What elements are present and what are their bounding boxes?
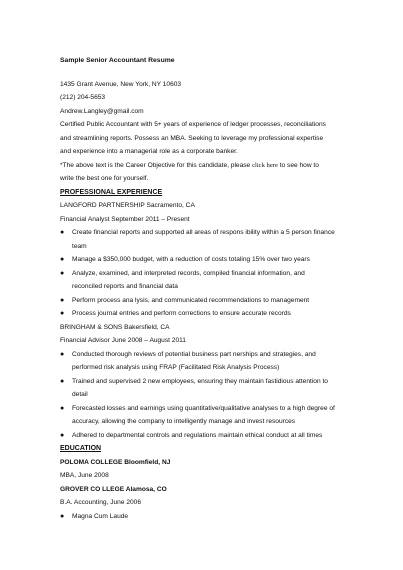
click-here-link[interactable]: click here bbox=[252, 161, 278, 169]
bullet-icon: ● bbox=[60, 310, 65, 317]
bullet-icon: ● bbox=[60, 377, 65, 385]
career-note-text: to see how to bbox=[277, 161, 319, 169]
experience-heading: PROFESSIONAL EXPERIENCE bbox=[60, 188, 163, 196]
school-name: POLOMA COLLEGE Bloomfield, NJ bbox=[60, 458, 171, 466]
school-degree: MBA, June 2008 bbox=[60, 472, 109, 479]
school-entry bbox=[60, 483, 360, 524]
job-bullets bbox=[60, 348, 360, 443]
list-item: ● Perform process ana lysis, and communicated recommendations to management bbox=[60, 294, 360, 308]
job-entry bbox=[60, 321, 360, 443]
job-company: BRINGHAM & SONS Bakersfield, CA bbox=[60, 323, 170, 331]
list-item: ● Conducted thorough reviews of potential business part nerships and strategies, and performed risk analysis using FRAP (Facilitated Risk Analysis Process) bbox=[60, 348, 360, 375]
list-item: ● Forecasted losses and earnings using quantitative/qualitative analyses to a high degree of accuracy, allowing the company to intelligently manage and invest resources bbox=[60, 402, 360, 429]
bullet-icon: ● bbox=[60, 256, 65, 263]
job-role: Financial Advisor June 2008 – August 2011 bbox=[60, 337, 186, 344]
career-note bbox=[60, 159, 360, 173]
bullet-icon: ● bbox=[60, 404, 65, 412]
contact-phone: (212) 204-5653 bbox=[60, 94, 106, 101]
list-item: ● Adhered to departmental controls and regulations maintain ethical conduct at all times bbox=[60, 429, 360, 443]
job-entry bbox=[60, 199, 360, 321]
school-name: GROVER CO LLEGE Alamosa, CO bbox=[60, 485, 167, 493]
contact-email: Andrew.Langley@gmail.com bbox=[60, 107, 144, 115]
list-item: ● Analyze, examined, and interpreted records, compiled financial information, and reconciled reports and financial data bbox=[60, 267, 360, 294]
bullet-icon: ● bbox=[60, 512, 65, 520]
resume-page bbox=[60, 54, 360, 523]
school-bullets bbox=[60, 510, 360, 524]
objective-line: and streamlining reports. Possess an MBA. Seeking to leverage my professional expertise bbox=[60, 134, 324, 142]
school-degree: B.A. Accounting, June 2006 bbox=[60, 499, 142, 506]
list-item: ● Process journal entries and perform corrections to ensure accurate records bbox=[60, 307, 360, 321]
career-note-line2: write the best one for yourself. bbox=[60, 175, 149, 182]
bullet-icon: ● bbox=[60, 269, 65, 277]
list-item: ● Trained and supervised 2 new employees, ensuring they maintain fastidious attention to detail bbox=[60, 375, 360, 402]
list-item: ● Create financial reports and supported all areas of respons ibility within a 5 person finance team bbox=[60, 226, 360, 253]
education-heading: EDUCATION bbox=[60, 445, 102, 452]
bullet-icon: ● bbox=[60, 296, 65, 304]
job-role: Financial Analyst September 2011 – Present bbox=[60, 215, 190, 223]
objective-line: and experience into a managerial role as a corporate banker. bbox=[60, 148, 238, 155]
list-item: ● Magna Cum Laude bbox=[60, 510, 360, 524]
job-bullets bbox=[60, 226, 360, 321]
school-entry bbox=[60, 456, 360, 483]
list-item: ● Manage a $350,000 budget, with a reduction of costs totaling 15% over two years bbox=[60, 253, 360, 267]
objective-line: Certified Public Accountant with 5+ years of experience of ledger processes, reconciliations bbox=[60, 121, 326, 128]
job-company: LANGFORD PARTNERSHIP Sacramento, CA bbox=[60, 202, 195, 209]
resume-title: Sample Senior Accountant Resume bbox=[60, 57, 175, 64]
contact-address: 1435 Grant Avenue, New York, NY 10603 bbox=[60, 80, 182, 88]
bullet-icon: ● bbox=[60, 350, 65, 358]
bullet-icon: ● bbox=[60, 431, 65, 439]
bullet-icon: ● bbox=[60, 229, 65, 236]
career-note-text: *The above text is the Career Objective for this candidate, please bbox=[60, 161, 253, 169]
